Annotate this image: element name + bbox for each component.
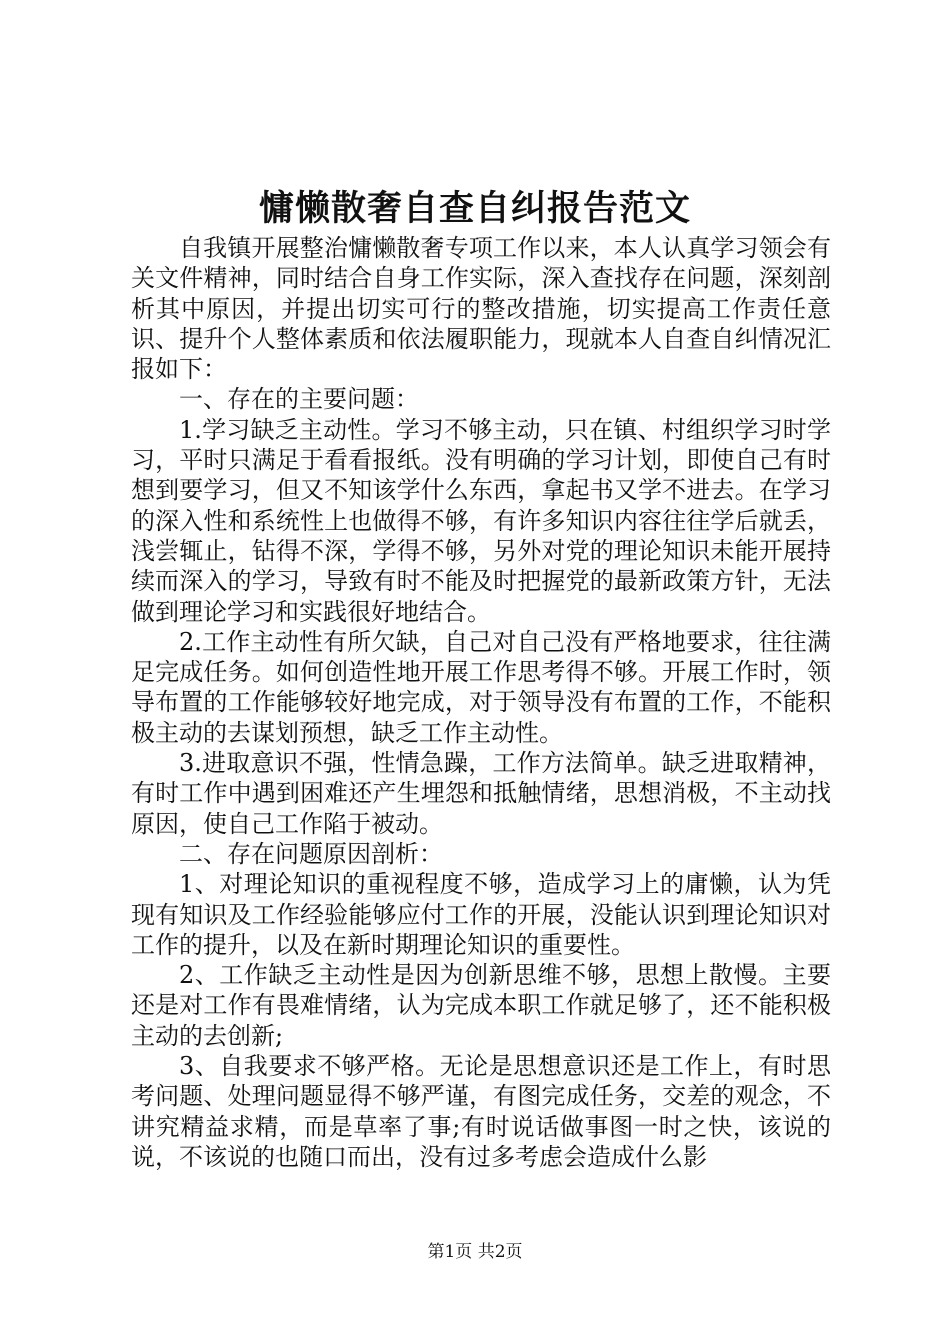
paragraph-cause-2: 2、工作缺乏主动性是因为创新思维不够，思想上散慢。主要还是对工作有畏难情绪，认为完成本职工作就足够了，还不能积极主动的去创新;	[131, 961, 831, 1050]
paragraph-problem-1: 1.学习缺乏主动性。学习不够主动，只在镇、村组织学习时学习，平时只满足于看看报纸。没有明确的学习计划，即使自己有时想到要学习，但又不知该学什么东西，拿起书又学不进去。在学习的深入性和系统性上也做得不够，有许多知识内容往往学后就丢，浅尝辄止，钻得不深，学得不够，另外对党的理论知识未能开展持续而深入的学习，导致有时不能及时把握党的最新政策方针，无法做到理论学习和实践很好地结合。	[131, 415, 831, 626]
paragraph-intro: 自我镇开展整治慵懒散奢专项工作以来，本人认真学习领会有关文件精神，同时结合自身工作实际，深入查找存在问题，深刻剖析其中原因，并提出切实可行的整改措施，切实提高工作责任意识、提升个人整体素质和依法履职能力，现就本人自查自纠情况汇报如下：	[131, 234, 831, 384]
paragraph-cause-3: 3、自我要求不够严格。无论是思想意识还是工作上，有时思考问题、处理问题显得不够严谨，有图完成任务，交差的观念，不讲究精益求精，而是草率了事;有时说话做事图一时之快，该说的说，不该说的也随口而出，没有过多考虑会造成什么影	[131, 1052, 831, 1171]
page-number-footer: 第1页 共2页	[427, 1242, 523, 1262]
paragraph-cause-1: 1、对理论知识的重视程度不够，造成学习上的庸懒，认为凭现有知识及工作经验能够应付工作的开展，没能认识到理论知识对工作的提升，以及在新时期理论知识的重要性。	[131, 870, 831, 959]
heading-main-problems: 一、存在的主要问题：	[179, 385, 419, 414]
heading-cause-analysis: 二、存在问题原因剖析：	[179, 839, 443, 868]
document-body	[131, 233, 831, 1172]
document-title: 慵懒散奢自查自纠报告范文	[258, 188, 691, 229]
paragraph-problem-2: 2.工作主动性有所欠缺，自己对自己没有严格地要求，往往满足完成任务。如何创造性地开展工作思考得不够。开展工作时，领导布置的工作能够较好地完成，对于领导没有布置的工作，不能积极主动的去谋划预想，缺乏工作主动性。	[131, 627, 831, 747]
paragraph-problem-3: 3.进取意识不强，性情急躁，工作方法简单。缺乏进取精神，有时工作中遇到困难还产生埋怨和抵触情绪，思想消极，不主动找原因，使自己工作陷于被动。	[131, 749, 831, 838]
